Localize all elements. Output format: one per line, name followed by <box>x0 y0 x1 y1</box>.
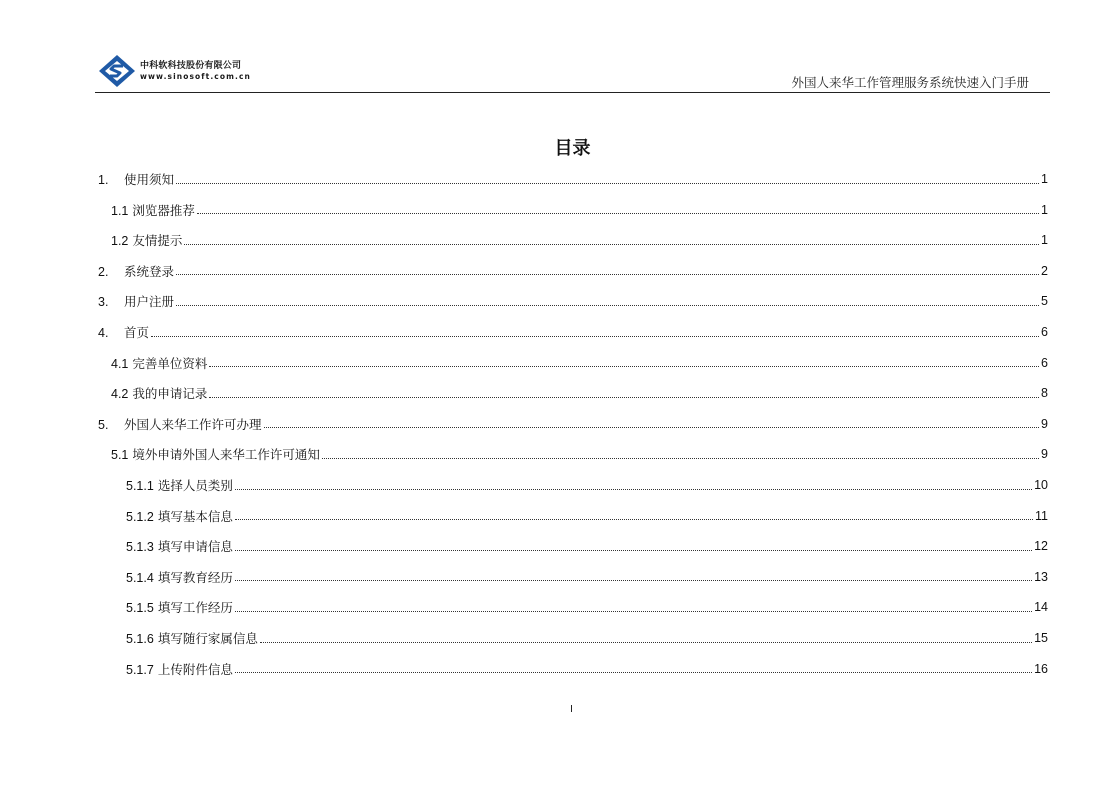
toc-entry-page: 6 <box>1041 325 1048 339</box>
toc-entry-label <box>126 537 233 555</box>
toc-entry-number: 5.1.4 <box>126 570 154 585</box>
toc-entry[interactable] <box>98 317 1048 347</box>
toc-entry-number: 5.1.2 <box>126 509 154 524</box>
toc-entry[interactable] <box>126 623 1048 653</box>
toc-entry-number: 5.1.3 <box>126 540 154 555</box>
toc-entry-number: 4.2 <box>111 387 129 402</box>
toc-entry-number: 5.1.1 <box>126 479 154 493</box>
toc-entry-label <box>98 292 174 310</box>
toc-entry-text: 填写随行家属信息 <box>157 631 258 646</box>
toc-entry-label <box>126 568 233 586</box>
toc-entry-number: 5.1.6 <box>126 632 154 646</box>
toc-entry-label <box>126 507 233 525</box>
toc-dot-leader <box>264 427 1040 428</box>
toc-entry-page: 12 <box>1034 539 1048 554</box>
toc-entry[interactable] <box>98 256 1048 286</box>
toc-entry-text: 选择人员类别 <box>157 478 233 493</box>
toc-entry-label <box>111 384 207 402</box>
toc-entry[interactable] <box>111 348 1048 378</box>
toc-entry[interactable] <box>126 501 1048 531</box>
toc-entry-label <box>126 476 233 494</box>
toc-entry-label <box>126 598 233 616</box>
company-name: 中科软科技股份有限公司 <box>140 60 242 71</box>
sinosoft-logo-icon <box>98 54 136 88</box>
company-url: www.sinosoft.com.cn <box>140 71 251 81</box>
toc-dot-leader <box>209 366 1039 367</box>
toc-entry-number: 5. <box>98 417 109 432</box>
toc-dot-leader <box>151 336 1039 337</box>
toc-entry[interactable] <box>111 439 1048 469</box>
toc-dot-leader <box>235 580 1032 581</box>
toc-entry-number: 5.1.5 <box>126 601 154 616</box>
toc-entry-number: 1.1 <box>111 203 129 218</box>
toc-entry-page: 9 <box>1041 416 1048 431</box>
toc-entry-page: 6 <box>1041 355 1048 370</box>
toc-entry-text: 用户注册 <box>124 294 175 310</box>
document-title: 外国人来华工作管理服务系统快速入门手册 <box>791 75 1029 90</box>
toc-entry-number: 4. <box>98 326 109 340</box>
toc-entry-text: 首页 <box>124 325 150 340</box>
page-number: I <box>570 704 573 715</box>
toc-entry-page: 14 <box>1034 600 1048 615</box>
toc-entry-text: 外国人来华工作许可办理 <box>124 416 262 432</box>
toc-entry-text: 填写教育经历 <box>157 569 233 585</box>
toc-entry[interactable] <box>126 654 1048 684</box>
toc-entry-page: 8 <box>1041 386 1048 401</box>
toc-entry[interactable] <box>98 409 1048 439</box>
toc-dot-leader <box>235 611 1032 612</box>
toc-entry[interactable] <box>111 225 1048 255</box>
toc-entry-label <box>111 231 182 249</box>
toc-dot-leader <box>176 274 1039 275</box>
toc-entry-number: 4.1 <box>111 356 129 371</box>
toc-entry-text: 填写工作经历 <box>157 600 233 616</box>
toc-entry-label <box>126 629 258 647</box>
toc-dot-leader <box>197 213 1039 214</box>
toc-title: 目录 <box>554 138 591 159</box>
toc-entry-label <box>98 415 262 433</box>
toc-entry[interactable] <box>126 531 1048 561</box>
toc-entry-text: 完善单位资料 <box>132 355 208 371</box>
toc-dot-leader <box>322 458 1039 459</box>
toc-dot-leader <box>235 672 1032 673</box>
toc-entry-number: 5.1.7 <box>126 662 154 677</box>
toc-entry-text: 我的申请记录 <box>132 386 208 402</box>
toc-entry[interactable] <box>111 195 1048 225</box>
toc-entry-label <box>111 445 320 463</box>
toc-dot-leader <box>235 489 1032 490</box>
toc-dot-leader <box>176 183 1039 184</box>
toc-entry-page: 16 <box>1034 661 1048 676</box>
toc-entry-page: 9 <box>1041 447 1048 462</box>
toc-entry-page: 1 <box>1041 233 1048 248</box>
toc-entry-text: 友情提示 <box>132 233 183 249</box>
toc-entry-label <box>98 170 174 188</box>
toc-dot-leader <box>209 397 1039 398</box>
toc-entry-page: 13 <box>1034 569 1048 584</box>
toc-entry-page: 10 <box>1034 478 1048 492</box>
toc-entry[interactable] <box>126 470 1048 500</box>
toc-entry-number: 3. <box>98 295 109 310</box>
toc-dot-leader <box>235 550 1032 551</box>
toc-entry-page: 1 <box>1041 202 1048 217</box>
toc-entry-page: 15 <box>1034 631 1048 645</box>
toc-entry-text: 使用须知 <box>124 172 175 187</box>
toc-entry-text: 浏览器推荐 <box>132 202 195 218</box>
toc-dot-leader <box>176 305 1039 306</box>
toc-dot-leader <box>260 642 1032 643</box>
toc-entry-page: 5 <box>1041 294 1048 309</box>
toc-entry[interactable] <box>98 164 1048 194</box>
toc-entry-label <box>111 354 207 372</box>
toc-entry-text: 系统登录 <box>124 263 175 279</box>
header-divider <box>95 92 1050 93</box>
toc-entry-label <box>111 201 195 219</box>
toc-entry-label <box>98 262 174 280</box>
toc-entry[interactable] <box>126 562 1048 592</box>
toc-entry-page: 1 <box>1041 172 1048 186</box>
toc-entry[interactable] <box>126 592 1048 622</box>
toc-dot-leader <box>184 244 1039 245</box>
toc-entry-number: 2. <box>98 264 109 279</box>
toc-entry-text: 上传附件信息 <box>157 661 233 677</box>
toc-entry-text: 境外申请外国人来华工作许可通知 <box>132 447 320 463</box>
toc-entry[interactable] <box>98 286 1048 316</box>
toc-entry-label <box>98 323 149 341</box>
toc-entry-text: 填写申请信息 <box>157 539 233 555</box>
toc-entry-number: 1. <box>98 173 109 187</box>
toc-entry-label <box>126 660 233 678</box>
toc-entry[interactable] <box>111 378 1048 408</box>
toc-entry-page: 11 <box>1035 508 1048 523</box>
toc-entry-number: 1.2 <box>111 234 129 249</box>
company-logo <box>98 54 251 88</box>
toc-dot-leader <box>235 519 1033 520</box>
toc-entry-page: 2 <box>1041 263 1048 278</box>
toc-entry-text: 填写基本信息 <box>157 508 233 524</box>
toc-entry-number: 5.1 <box>111 448 129 463</box>
